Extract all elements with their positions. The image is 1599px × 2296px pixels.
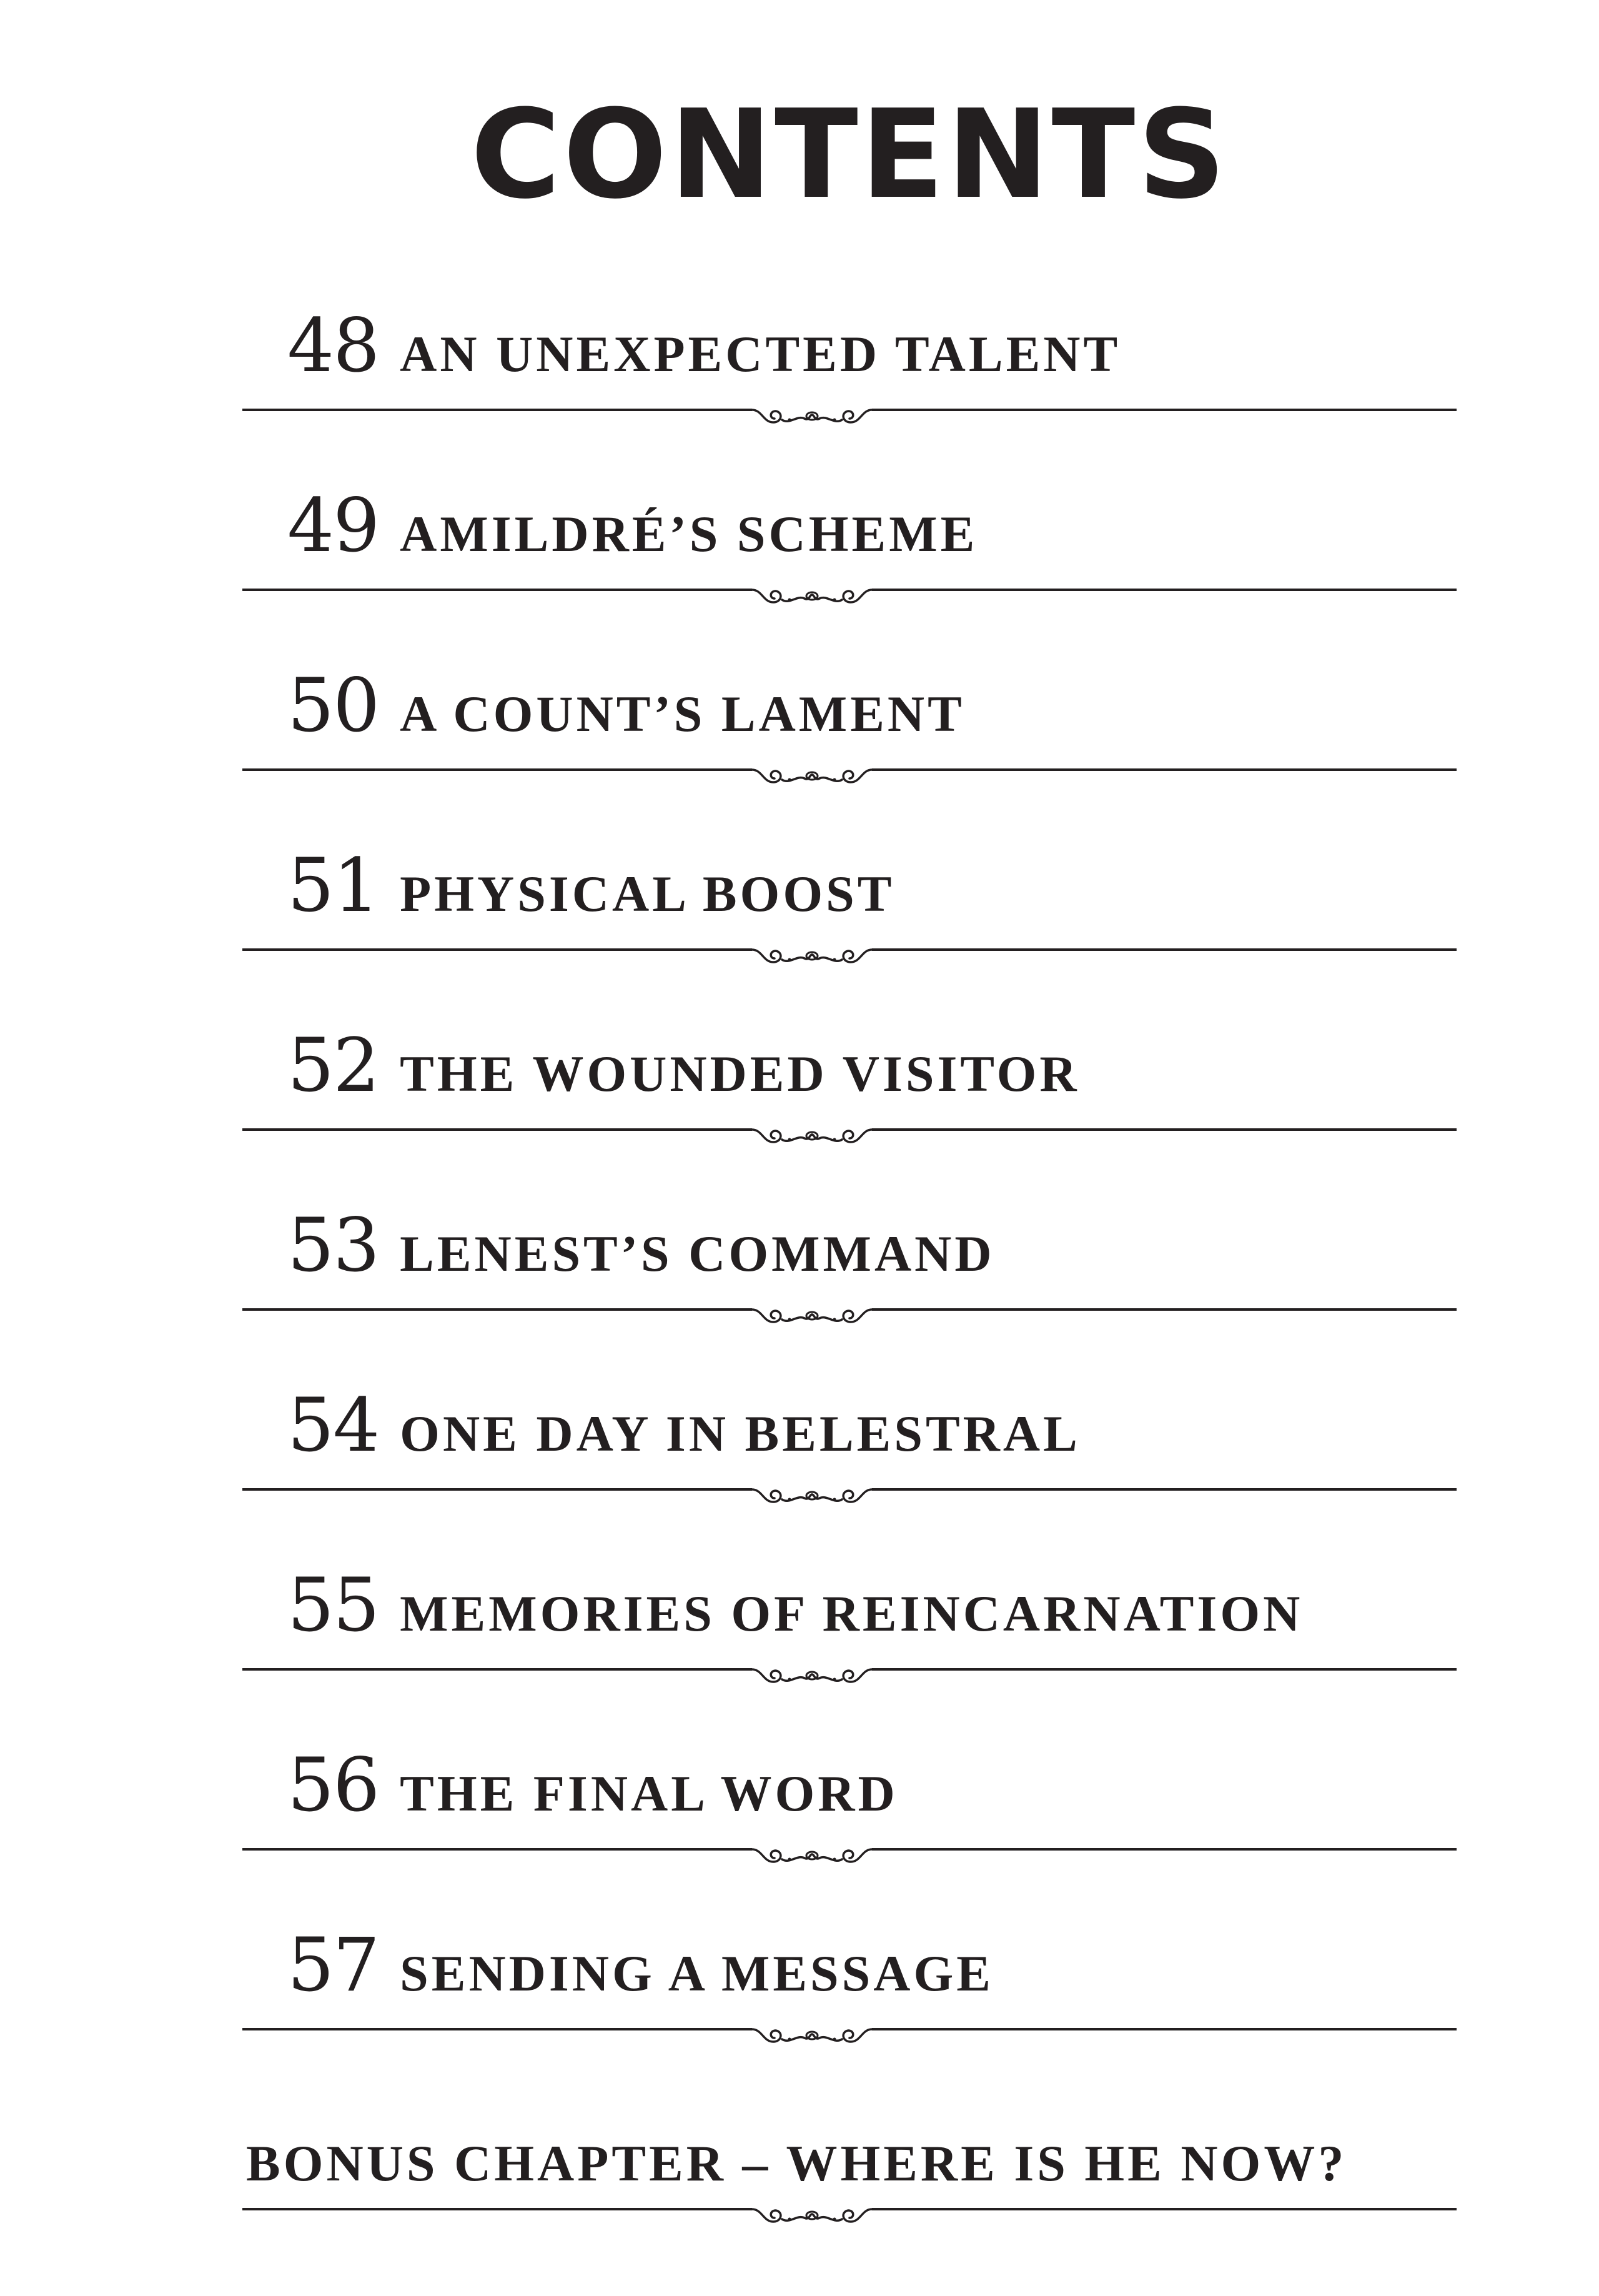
chapter-number: 51 <box>287 842 379 928</box>
chapter-title: AMILDRÉ’S SCHEME <box>400 505 978 562</box>
page-title: CONTENTS <box>470 84 1229 226</box>
chapter-title: ONE DAY IN BELESTRAL <box>400 1405 1081 1462</box>
toc-entry-54[interactable] <box>242 1383 1457 1508</box>
chapter-title: MEMORIES OF REINCARNATION <box>400 1585 1304 1642</box>
chapter-number: 55 <box>287 1562 379 1648</box>
flourish-divider-icon <box>242 931 1457 968</box>
flourish-divider-icon <box>242 1111 1457 1148</box>
toc-entry-53[interactable] <box>242 1203 1457 1328</box>
toc-entry-51[interactable] <box>242 843 1457 968</box>
chapter-number: 50 <box>287 662 379 748</box>
flourish-divider-icon <box>242 2010 1457 2048</box>
chapter-number: 48 <box>287 302 379 389</box>
toc-entry-48[interactable] <box>242 304 1457 429</box>
bonus-chapter-title: BONUS CHAPTER – WHERE IS HE NOW? <box>246 2135 1347 2192</box>
chapter-title: THE FINAL WORD <box>400 1765 898 1822</box>
flourish-divider-icon <box>242 391 1457 429</box>
flourish-divider-icon <box>242 1291 1457 1328</box>
flourish-divider-icon <box>242 1471 1457 1508</box>
toc-entry-52[interactable] <box>242 1023 1457 1148</box>
flourish-divider-icon <box>242 1651 1457 1688</box>
chapter-number: 52 <box>287 1022 379 1108</box>
chapter-title: PHYSICAL BOOST <box>400 865 895 922</box>
chapter-title: SENDING A MESSAGE <box>400 1945 994 2002</box>
flourish-divider-icon <box>242 2190 1457 2228</box>
chapter-title: THE WOUNDED VISITOR <box>400 1045 1080 1102</box>
toc-entry-55[interactable] <box>242 1563 1457 1688</box>
chapter-number: 57 <box>287 1922 379 2008</box>
flourish-divider-icon <box>242 1831 1457 1868</box>
toc-entry-50[interactable] <box>242 663 1457 788</box>
chapter-number: 49 <box>287 482 379 569</box>
chapter-title: AN UNEXPECTED TALENT <box>400 326 1121 382</box>
toc-entry-49[interactable] <box>242 484 1457 609</box>
chapter-number: 56 <box>287 1742 379 1828</box>
toc-entry-56[interactable] <box>242 1743 1457 1868</box>
flourish-divider-icon <box>242 751 1457 788</box>
toc-entry-57[interactable] <box>242 1923 1457 2048</box>
chapter-title: A COUNT’S LAMENT <box>400 685 965 742</box>
chapter-number: 54 <box>287 1382 379 1468</box>
chapter-title: LENEST’S COMMAND <box>400 1225 995 1282</box>
toc-entry-bonus[interactable] <box>242 2103 1457 2228</box>
flourish-divider-icon <box>242 571 1457 609</box>
chapter-number: 53 <box>287 1202 379 1288</box>
